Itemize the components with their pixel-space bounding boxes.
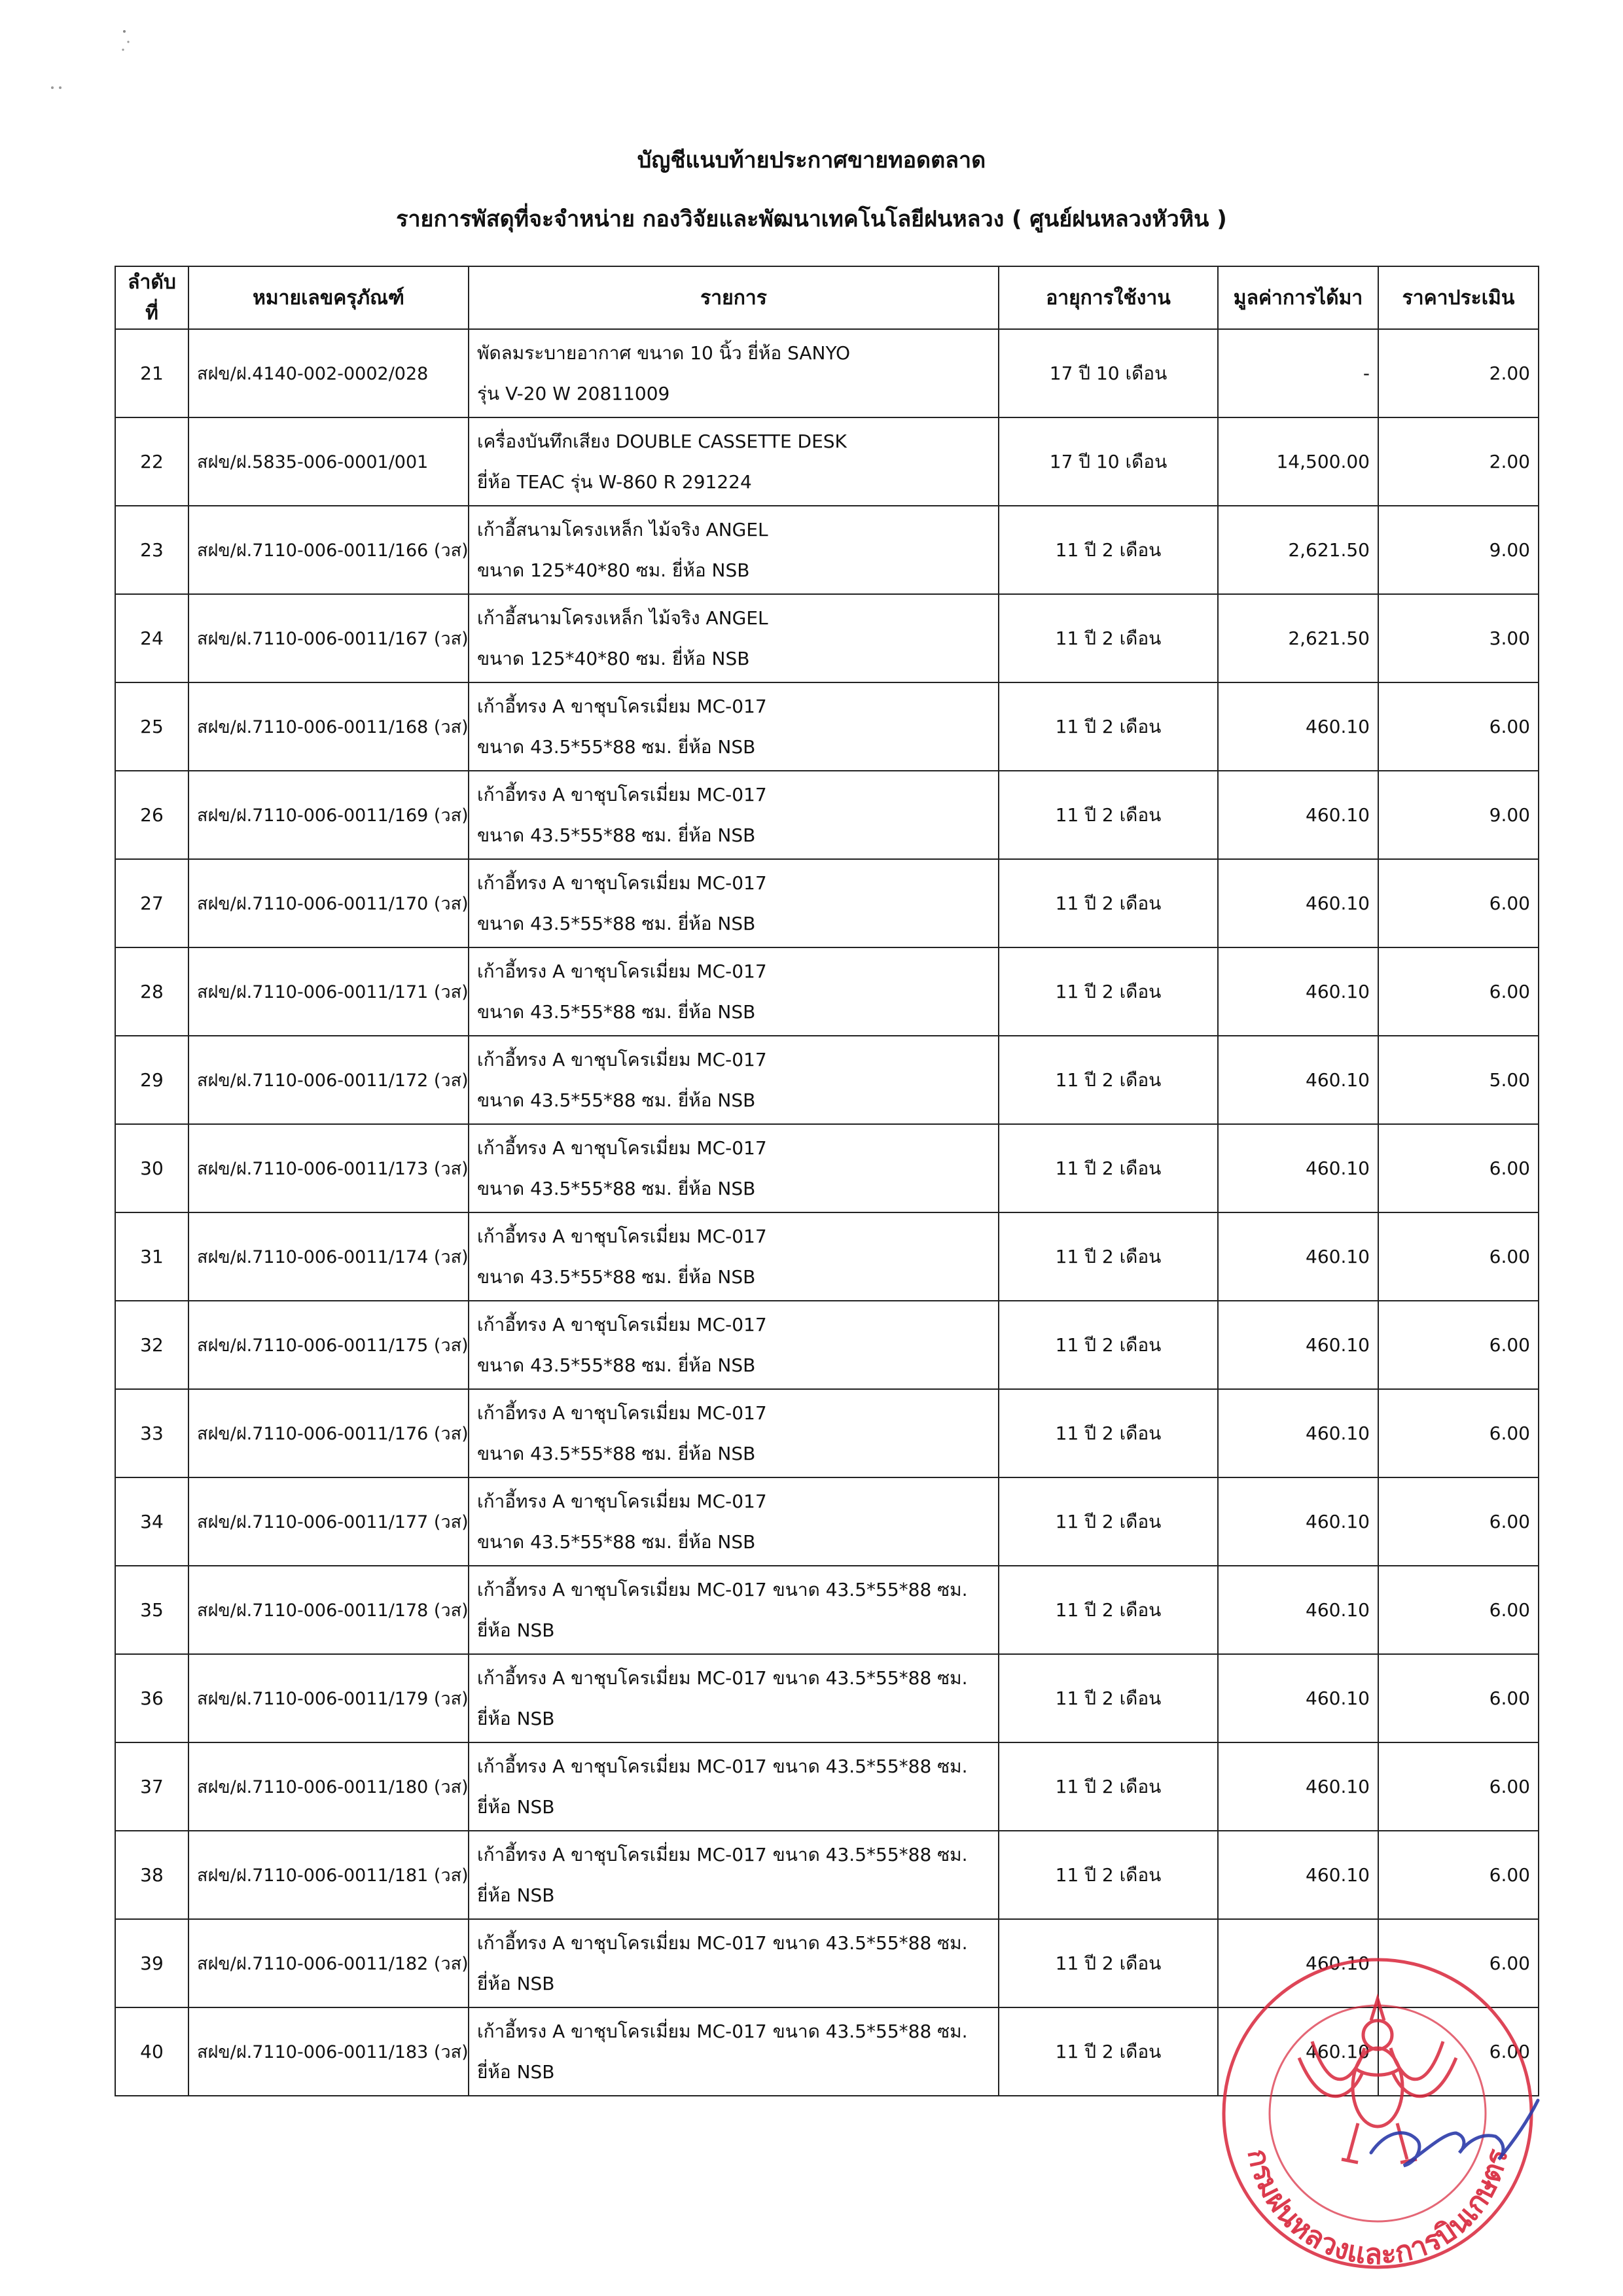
row-price: 6.00 — [1378, 947, 1539, 1036]
row-code: สฝข/ฝ.7110-006-0011/183 (วส) — [188, 2007, 469, 2096]
row-price: 6.00 — [1378, 1919, 1539, 2007]
header-age: อายุการใช้งาน — [999, 266, 1218, 329]
row-code: สฝข/ฝ.4140-002-0002/028 — [188, 329, 469, 417]
table-row — [115, 329, 1539, 417]
row-item — [469, 594, 999, 682]
row-index: 22 — [115, 417, 188, 506]
row-item — [469, 682, 999, 771]
header-value: มูลค่าการได้มา — [1218, 266, 1378, 329]
row-item-line1: เก้าอี้ทรง A ขาชุบโครเมี่ยม MC-017 — [477, 783, 767, 805]
row-item — [469, 1301, 999, 1389]
row-item-line1: เก้าอี้ทรง A ขาชุบโครเมี่ยม MC-017 — [477, 1402, 767, 1424]
row-item — [469, 2007, 999, 2096]
row-code: สฝข/ฝ.7110-006-0011/167 (วส) — [188, 594, 469, 682]
row-item-line1: เก้าอี้ทรง A ขาชุบโครเมี่ยม MC-017 — [477, 1048, 767, 1070]
row-item-line2: ขนาด 43.5*55*88 ซม. ยี่ห้อ NSB — [477, 1442, 756, 1464]
row-item-line2: ขนาด 43.5*55*88 ซม. ยี่ห้อ NSB — [477, 1530, 756, 1553]
row-price: 6.00 — [1378, 1566, 1539, 1654]
row-age: 11 ปี 2 เดือน — [999, 859, 1218, 947]
row-price: 6.00 — [1378, 1831, 1539, 1919]
row-index: 23 — [115, 506, 188, 594]
row-value: 14,500.00 — [1218, 417, 1378, 506]
row-item-line1: เครื่องบันทึกเสียง DOUBLE CASSETTE DESK — [477, 430, 847, 452]
row-item-line1: เก้าอี้ทรง A ขาชุบโครเมี่ยม MC-017 ขนาด 43.5*55*88 ซม. — [477, 1667, 968, 1689]
row-code: สฝข/ฝ.7110-006-0011/174 (วส) — [188, 1212, 469, 1301]
row-index: 33 — [115, 1389, 188, 1477]
row-item — [469, 506, 999, 594]
table-row — [115, 859, 1539, 947]
row-age: 11 ปี 2 เดือน — [999, 1301, 1218, 1389]
row-item-line2: รุ่น V-20 W 20811009 — [477, 382, 670, 404]
row-index: 38 — [115, 1831, 188, 1919]
row-value: 460.10 — [1218, 1389, 1378, 1477]
row-price: 2.00 — [1378, 417, 1539, 506]
row-item-line2: ขนาด 43.5*55*88 ซม. ยี่ห้อ NSB — [477, 824, 756, 846]
row-item-line2: ยี่ห้อ TEAC รุ่น W-860 R 291224 — [477, 470, 752, 493]
row-item-line1: เก้าอี้ทรง A ขาชุบโครเมี่ยม MC-017 ขนาด 43.5*55*88 ซม. — [477, 1843, 968, 1865]
row-code: สฝข/ฝ.7110-006-0011/179 (วส) — [188, 1654, 469, 1742]
row-value: 2,621.50 — [1218, 506, 1378, 594]
row-price: 6.00 — [1378, 1124, 1539, 1212]
row-index: 39 — [115, 1919, 188, 2007]
row-index: 28 — [115, 947, 188, 1036]
document-subtitle: รายการพัสดุที่จะจำหน่าย กองวิจัยและพัฒนาเทคโนโลยีฝนหลวง ( ศูนย์ฝนหลวงหัวหิน ) — [396, 206, 1227, 232]
row-code: สฝข/ฝ.7110-006-0011/175 (วส) — [188, 1301, 469, 1389]
row-index: 29 — [115, 1036, 188, 1124]
row-item — [469, 417, 999, 506]
row-value: 460.10 — [1218, 1301, 1378, 1389]
row-age: 11 ปี 2 เดือน — [999, 1919, 1218, 2007]
row-item — [469, 1389, 999, 1477]
row-code: สฝข/ฝ.7110-006-0011/180 (วส) — [188, 1742, 469, 1831]
row-index: 27 — [115, 859, 188, 947]
document-title: บัญชีแนบท้ายประกาศขายทอดตลาด — [637, 147, 986, 173]
row-value: 460.10 — [1218, 1036, 1378, 1124]
row-age: 11 ปี 2 เดือน — [999, 947, 1218, 1036]
row-age: 11 ปี 2 เดือน — [999, 2007, 1218, 2096]
row-item-line1: เก้าอี้ทรง A ขาชุบโครเมี่ยม MC-017 — [477, 872, 767, 894]
table-row — [115, 506, 1539, 594]
row-item — [469, 1831, 999, 1919]
row-code: สฝข/ฝ.7110-006-0011/168 (วส) — [188, 682, 469, 771]
row-index: 36 — [115, 1654, 188, 1742]
table-row — [115, 594, 1539, 682]
row-item — [469, 1477, 999, 1566]
row-code: สฝข/ฝ.7110-006-0011/172 (วส) — [188, 1036, 469, 1124]
row-age: 11 ปี 2 เดือน — [999, 1831, 1218, 1919]
row-code: สฝข/ฝ.7110-006-0011/173 (วส) — [188, 1124, 469, 1212]
row-item-line1: เก้าอี้ทรง A ขาชุบโครเมี่ยม MC-017 — [477, 1313, 767, 1335]
row-item-line2: ยี่ห้อ NSB — [477, 1884, 555, 1906]
row-age: 11 ปี 2 เดือน — [999, 1389, 1218, 1477]
scan-specks — [39, 26, 157, 105]
row-item-line1: เก้าอี้ทรง A ขาชุบโครเมี่ยม MC-017 — [477, 1137, 767, 1159]
row-item-line1: เก้าอี้ทรง A ขาชุบโครเมี่ยม MC-017 ขนาด 43.5*55*88 ซม. — [477, 1755, 968, 1777]
row-value: - — [1218, 329, 1378, 417]
row-price: 3.00 — [1378, 594, 1539, 682]
row-value: 460.10 — [1218, 1212, 1378, 1301]
row-index: 32 — [115, 1301, 188, 1389]
table-row — [115, 682, 1539, 771]
row-value: 460.10 — [1218, 1124, 1378, 1212]
row-code: สฝข/ฝ.7110-006-0011/171 (วส) — [188, 947, 469, 1036]
header-item: รายการ — [469, 266, 999, 329]
row-age: 11 ปี 2 เดือน — [999, 1477, 1218, 1566]
row-item-line2: ยี่ห้อ NSB — [477, 2060, 555, 2083]
row-index: 26 — [115, 771, 188, 859]
row-code: สฝข/ฝ.7110-006-0011/178 (วส) — [188, 1566, 469, 1654]
row-item-line1: เก้าอี้สนามโครงเหล็ก ไม้จริง ANGEL — [477, 607, 768, 629]
row-item-line2: ขนาด 125*40*80 ซม. ยี่ห้อ NSB — [477, 559, 750, 581]
official-seal — [1207, 1937, 1548, 2277]
row-code: สฝข/ฝ.7110-006-0011/182 (วส) — [188, 1919, 469, 2007]
row-age: 11 ปี 2 เดือน — [999, 682, 1218, 771]
row-age: 11 ปี 2 เดือน — [999, 1654, 1218, 1742]
row-item — [469, 1212, 999, 1301]
table-row — [115, 1566, 1539, 1654]
row-item-line1: เก้าอี้ทรง A ขาชุบโครเมี่ยม MC-017 — [477, 1225, 767, 1247]
row-item-line1: เก้าอี้ทรง A ขาชุบโครเมี่ยม MC-017 — [477, 695, 767, 717]
row-item-line2: ขนาด 43.5*55*88 ซม. ยี่ห้อ NSB — [477, 735, 756, 758]
row-value: 460.10 — [1218, 1477, 1378, 1566]
row-age: 17 ปี 10 เดือน — [999, 417, 1218, 506]
row-price: 6.00 — [1378, 1301, 1539, 1389]
asset-table-header — [115, 266, 1539, 329]
row-age: 11 ปี 2 เดือน — [999, 1036, 1218, 1124]
row-code: สฝข/ฝ.7110-006-0011/170 (วส) — [188, 859, 469, 947]
row-price: 5.00 — [1378, 1036, 1539, 1124]
row-code: สฝข/ฝ.7110-006-0011/166 (วส) — [188, 506, 469, 594]
row-price: 2.00 — [1378, 329, 1539, 417]
row-item-line2: ขนาด 43.5*55*88 ซม. ยี่ห้อ NSB — [477, 1177, 756, 1199]
row-age: 11 ปี 2 เดือน — [999, 506, 1218, 594]
row-item-line2: ยี่ห้อ NSB — [477, 1707, 555, 1729]
row-value: 460.10 — [1218, 771, 1378, 859]
table-row — [115, 1389, 1539, 1477]
row-item-line1: เก้าอี้ทรง A ขาชุบโครเมี่ยม MC-017 ขนาด 43.5*55*88 ซม. — [477, 2020, 968, 2042]
row-item — [469, 1742, 999, 1831]
row-item-line1: เก้าอี้สนามโครงเหล็ก ไม้จริง ANGEL — [477, 518, 768, 540]
table-row — [115, 1301, 1539, 1389]
row-value: 460.10 — [1218, 2007, 1378, 2096]
row-price: 6.00 — [1378, 1477, 1539, 1566]
row-item — [469, 1566, 999, 1654]
table-row — [115, 771, 1539, 859]
seal-text: กรมฝนหลวงและการบินเกษตร — [1240, 2146, 1515, 2272]
row-value: 2,621.50 — [1218, 594, 1378, 682]
table-row — [115, 417, 1539, 506]
row-value: 460.10 — [1218, 947, 1378, 1036]
garuda-emblem-icon — [1299, 1999, 1456, 2163]
row-item — [469, 771, 999, 859]
row-value: 460.10 — [1218, 1919, 1378, 2007]
row-item — [469, 329, 999, 417]
row-item-line2: ยี่ห้อ NSB — [477, 1795, 555, 1818]
row-item-line2: ยี่ห้อ NSB — [477, 1972, 555, 1994]
table-row — [115, 1124, 1539, 1212]
row-index: 21 — [115, 329, 188, 417]
row-code: สฝข/ฝ.7110-006-0011/181 (วส) — [188, 1831, 469, 1919]
asset-table — [115, 266, 1539, 2096]
row-index: 24 — [115, 594, 188, 682]
table-row — [115, 1654, 1539, 1742]
row-item — [469, 859, 999, 947]
row-item-line2: ขนาด 43.5*55*88 ซม. ยี่ห้อ NSB — [477, 1089, 756, 1111]
row-value: 460.10 — [1218, 682, 1378, 771]
row-age: 17 ปี 10 เดือน — [999, 329, 1218, 417]
row-price: 6.00 — [1378, 682, 1539, 771]
row-item-line1: เก้าอี้ทรง A ขาชุบโครเมี่ยม MC-017 ขนาด 43.5*55*88 ซม. — [477, 1578, 968, 1600]
row-item — [469, 1036, 999, 1124]
row-item-line1: พัดลมระบายอากาศ ขนาด 10 นิ้ว ยี่ห้อ SANYO — [477, 342, 851, 364]
table-row — [115, 1742, 1539, 1831]
row-price: 6.00 — [1378, 1742, 1539, 1831]
document-header — [0, 141, 1623, 239]
row-item-line2: ขนาด 43.5*55*88 ซม. ยี่ห้อ NSB — [477, 1000, 756, 1023]
row-item — [469, 1919, 999, 2007]
row-index: 30 — [115, 1124, 188, 1212]
row-item-line2: ขนาด 43.5*55*88 ซม. ยี่ห้อ NSB — [477, 1265, 756, 1288]
table-row — [115, 1831, 1539, 1919]
row-index: 40 — [115, 2007, 188, 2096]
row-value: 460.10 — [1218, 1742, 1378, 1831]
row-price: 9.00 — [1378, 506, 1539, 594]
row-item — [469, 1124, 999, 1212]
row-index: 31 — [115, 1212, 188, 1301]
row-item-line1: เก้าอี้ทรง A ขาชุบโครเมี่ยม MC-017 — [477, 960, 767, 982]
row-item-line2: ยี่ห้อ NSB — [477, 1619, 555, 1641]
header-row — [115, 266, 1539, 329]
row-value: 460.10 — [1218, 1654, 1378, 1742]
row-age: 11 ปี 2 เดือน — [999, 1212, 1218, 1301]
row-age: 11 ปี 2 เดือน — [999, 771, 1218, 859]
row-item-line1: เก้าอี้ทรง A ขาชุบโครเมี่ยม MC-017 ขนาด 43.5*55*88 ซม. — [477, 1932, 968, 1954]
table-row — [115, 1212, 1539, 1301]
row-age: 11 ปี 2 เดือน — [999, 1566, 1218, 1654]
row-code: สฝข/ฝ.7110-006-0011/177 (วส) — [188, 1477, 469, 1566]
row-price: 6.00 — [1378, 1654, 1539, 1742]
row-price: 6.00 — [1378, 2007, 1539, 2096]
row-price: 9.00 — [1378, 771, 1539, 859]
row-index: 35 — [115, 1566, 188, 1654]
row-age: 11 ปี 2 เดือน — [999, 594, 1218, 682]
header-code: หมายเลขครุภัณฑ์ — [188, 266, 469, 329]
row-age: 11 ปี 2 เดือน — [999, 1742, 1218, 1831]
row-age: 11 ปี 2 เดือน — [999, 1124, 1218, 1212]
asset-table-body — [115, 329, 1539, 2096]
row-price: 6.00 — [1378, 1212, 1539, 1301]
header-price: ราคาประเมิน — [1378, 266, 1539, 329]
row-item-line2: ขนาด 43.5*55*88 ซม. ยี่ห้อ NSB — [477, 1354, 756, 1376]
row-item-line2: ขนาด 43.5*55*88 ซม. ยี่ห้อ NSB — [477, 912, 756, 934]
row-index: 37 — [115, 1742, 188, 1831]
row-price: 6.00 — [1378, 1389, 1539, 1477]
row-value: 460.10 — [1218, 1566, 1378, 1654]
row-code: สฝข/ฝ.5835-006-0001/001 — [188, 417, 469, 506]
table-row — [115, 947, 1539, 1036]
row-value: 460.10 — [1218, 1831, 1378, 1919]
row-item-line2: ขนาด 125*40*80 ซม. ยี่ห้อ NSB — [477, 647, 750, 669]
table-row — [115, 1036, 1539, 1124]
header-index: ลำดับที่ — [115, 266, 188, 329]
row-item — [469, 1654, 999, 1742]
row-index: 25 — [115, 682, 188, 771]
row-item-line1: เก้าอี้ทรง A ขาชุบโครเมี่ยม MC-017 — [477, 1490, 767, 1512]
row-value: 460.10 — [1218, 859, 1378, 947]
row-index: 34 — [115, 1477, 188, 1566]
table-row — [115, 1477, 1539, 1566]
row-code: สฝข/ฝ.7110-006-0011/169 (วส) — [188, 771, 469, 859]
row-item — [469, 947, 999, 1036]
row-code: สฝข/ฝ.7110-006-0011/176 (วส) — [188, 1389, 469, 1477]
row-price: 6.00 — [1378, 859, 1539, 947]
